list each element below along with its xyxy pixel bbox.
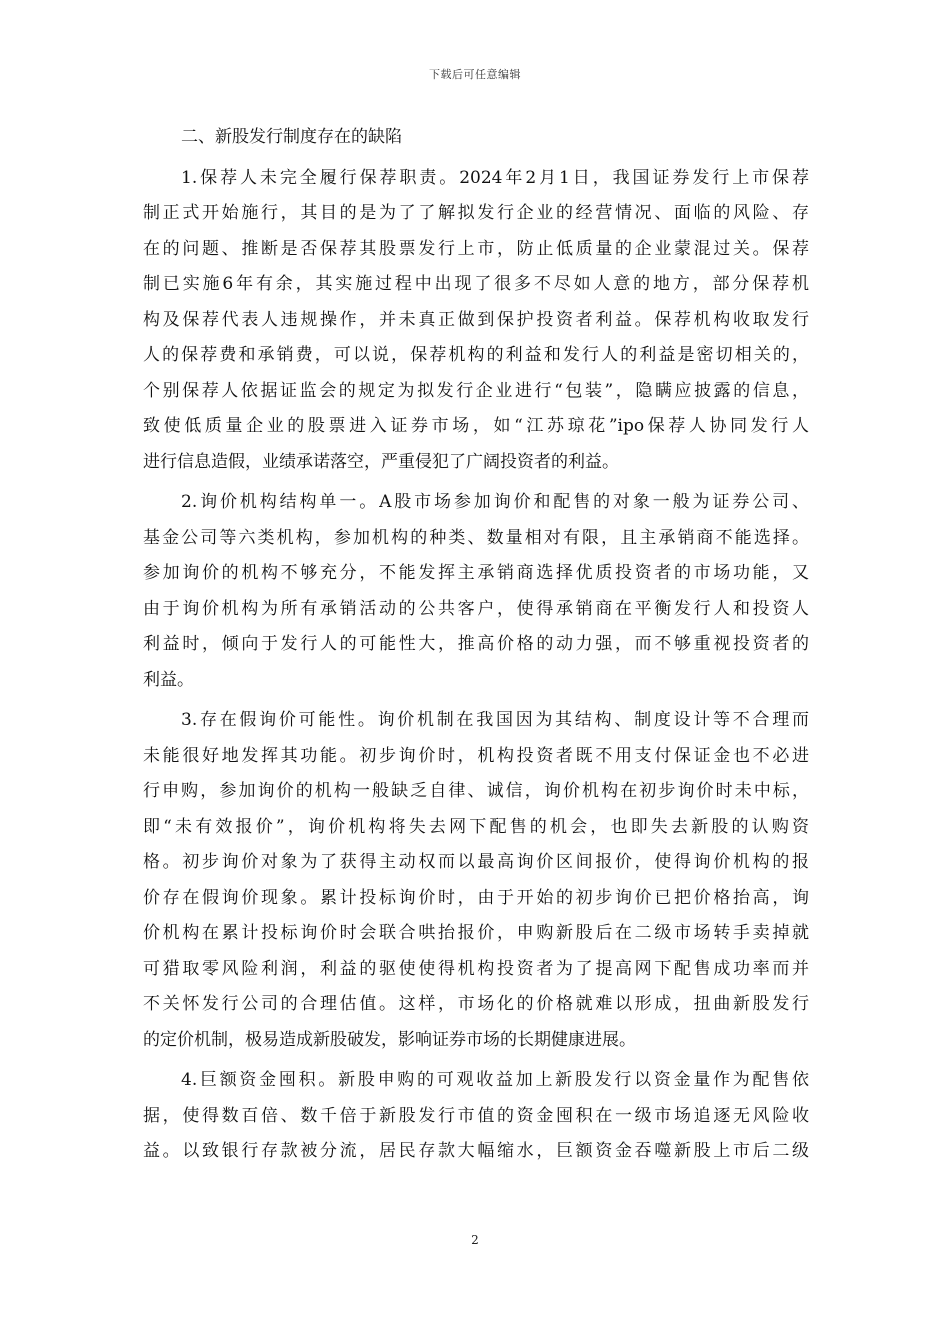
paragraph-line: 3.存在假询价可能性。询价机制在我国因为其结构、制度设计等不合理而 (181, 710, 809, 730)
paragraph-line: 不关怀发行公司的合理估值。这样，市场化的价格就难以形成，扭曲新股发行 (143, 994, 809, 1014)
paragraph-line: 人的保荐费和承销费，可以说，保荐机构的利益和发行人的利益是密切相关的， (143, 345, 809, 365)
paragraph-line: 制正式开始施行，其目的是为了了解拟发行企业的经营情况、面临的风险、存 (143, 203, 809, 223)
paragraph-line: 致使低质量企业的股票进入证券市场，如“江苏琼花”ipo保荐人协同发行人 (143, 416, 809, 436)
paragraph-line: 益。以致银行存款被分流，居民存款大幅缩水，巨额资金吞噬新股上市后二级 (143, 1141, 809, 1161)
paragraph-line: 价存在假询价现象。累计投标询价时，由于开始的初步询价已把价格抬高，询 (143, 887, 809, 908)
section-heading: 二、新股发行制度存在的缺陷 (181, 127, 402, 147)
paragraph-line: 进行信息造假，业绩承诺落空，严重侵犯了广阔投资者的利益。 (143, 451, 619, 472)
paragraph-line: 据，使得数百倍、数千倍于新股发行市值的资金囤积在一级市场追逐无风险收 (143, 1105, 809, 1126)
paragraph-line: 基金公司等六类机构，参加机构的种类、数量相对有限，且主承销商不能选择。 (143, 527, 809, 548)
paragraph-line: 可猎取零风险利润，利益的驱使使得机构投资者为了提高网下配售成功率而并 (143, 958, 809, 979)
paragraph-line: 个别保荐人依据证监会的规定为拟发行企业进行“包装”，隐瞒应披露的信息， (143, 380, 809, 401)
paragraph-line: 2.询价机构结构单一。A股市场参加询价和配售的对象一般为证券公司、 (181, 492, 809, 512)
document-body (143, 120, 809, 1170)
paragraph-line: 的定价机制，极易造成新股破发，影响证券市场的长期健康进展。 (143, 1029, 636, 1050)
paragraph-line: 4.巨额资金囤积。新股申购的可观收益加上新股发行以资金量作为配售依 (181, 1070, 809, 1090)
paragraph-2 (143, 485, 809, 698)
paragraph-line: 参加询价的机构不够充分，不能发挥主承销商选择优质投资者的市场功能，又 (143, 563, 809, 583)
paragraph-line: 利益。 (143, 669, 194, 690)
paragraph-line: 行申购，参加询价的机构一般缺乏自律、诚信，询价机构在初步询价时未中标， (143, 781, 809, 801)
paragraph-line: 在的问题、推断是否保荐其股票发行上市，防止低质量的企业蒙混过关。保荐 (143, 238, 809, 259)
page-number: 2 (471, 1233, 479, 1247)
page-header: 下载后可任意编辑 (429, 68, 521, 81)
paragraph-line: 即“未有效报价”，询价机构将失去网下配售的机会，也即失去新股的认购资 (143, 816, 809, 837)
paragraph-line: 格。初步询价对象为了获得主动权而以最高询价区间报价，使得询价机构的报 (143, 852, 809, 872)
paragraph-line: 制已实施6年有余，其实施过程中出现了很多不尽如人意的地方，部分保荐机 (143, 274, 809, 294)
paragraph-1 (143, 161, 809, 481)
paragraph-line: 由于询价机构为所有承销活动的公共客户，使得承销商在平衡发行人和投资人 (143, 598, 809, 619)
paragraph-3 (143, 703, 809, 1058)
paragraph-line: 利益时，倾向于发行人的可能性大，推高价格的动力强，而不够重视投资者的 (143, 634, 809, 654)
paragraph-line: 未能很好地发挥其功能。初步询价时，机构投资者既不用支付保证金也不必进 (143, 745, 809, 766)
paragraph-line: 1.保荐人未完全履行保荐职责。2024年2月1日，我国证券发行上市保荐 (181, 167, 809, 188)
paragraph-line: 价机构在累计投标询价时会联合哄抬报价，申购新股后在二级市场转手卖掉就 (143, 923, 809, 943)
paragraph-line: 构及保荐代表人违规操作，并未真正做到保护投资者利益。保荐机构收取发行 (143, 309, 809, 330)
paragraph-4 (143, 1063, 809, 1170)
